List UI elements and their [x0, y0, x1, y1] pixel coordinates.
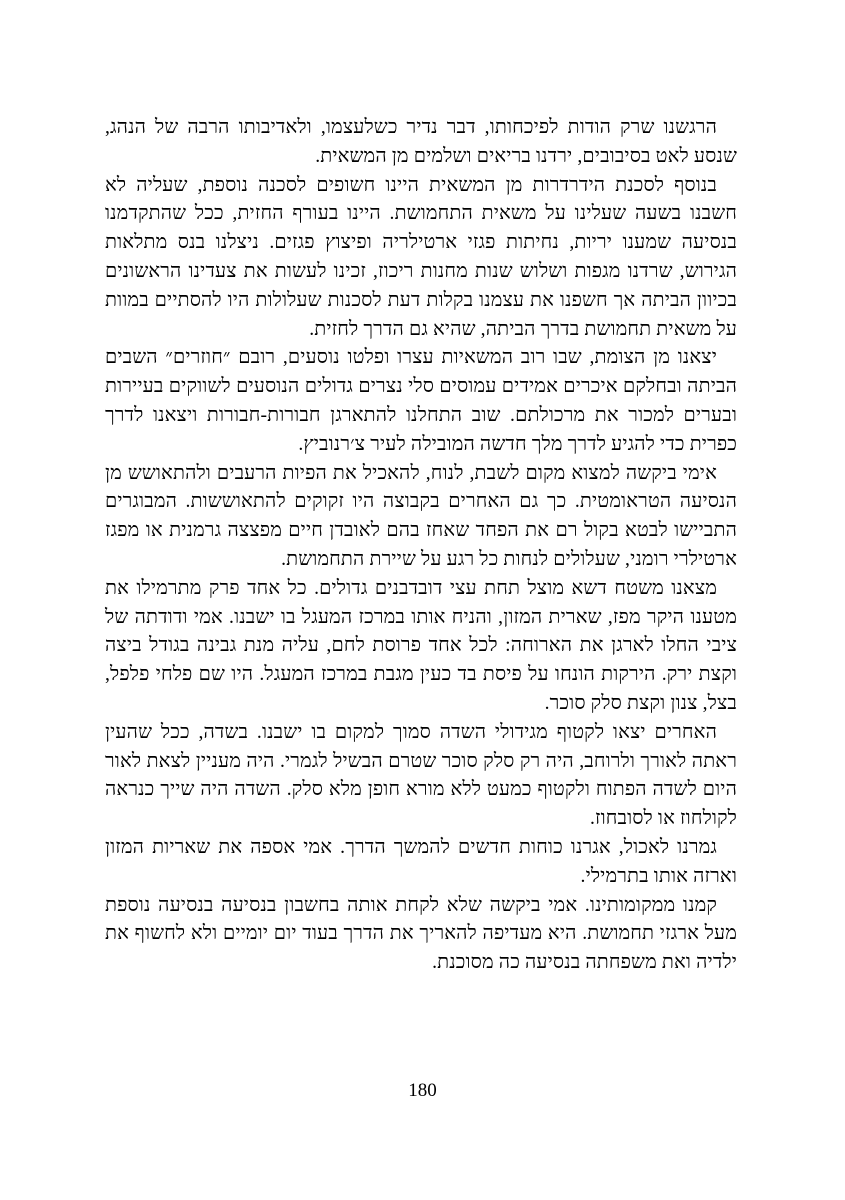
paragraph: מצאנו משטח דשא מוצל תחת עצי דובדבנים גדולים. כל אחד פרק מתרמילו את מטענו היקר מפז, שארית המזון, והניח אותו במרכז המעגל בו ישבנו. אמי ודודתה של ציבי החלו לארגן את הארוחה: לכל אחד פרוסת לחם, עליה מנת גבינה בגודל ביצה וקצת ירק. הירקות הונחו על פיסת בד כעין מגבת במרכז המעגל. היו שם פלחי פלפל, בצל, צנון וקצת סלק סוכר.	[105, 577, 737, 714]
paragraph: אימי ביקשה למצוא מקום לשבת, לנוח, להאכיל את הפיות הרעבים ולהתאושש מן הנסיעה הטראומטית. כך גם האחרים בקבוצה היו זקוקים להתאוששות. המבוגרים התביישו לבטא בקול רם את הפחד שאחז בהם לאובדן חיים מפצצה גרמנית או מפגז ארטילרי רומני, שעלולים לנחות כל רגע על שיירת התחמושת.	[105, 462, 737, 570]
page-number: 180	[408, 1080, 437, 1101]
paragraph: הרגשנו שרק הודות לפיכחותו, דבר נדיר כשלעצמו, ולאדיבותו הרבה של הנהג, שנסע לאט בסיבובים, ירדנו בריאים ושלמים מן המשאית.	[105, 117, 737, 167]
paragraph: בנוסף לסכנת הידרדרות מן המשאית היינו חשופים לסכנה נוספת, שעליה לא חשבנו בשעה שעלינו על משאית התחמושת. היינו בעורף החזית, ככל שהתקדמנו בנסיעה שמענו יריות, נחיתות פגזי ארטילריה ופיצוץ פגזים. ניצלנו בנס מתלאות הגירוש, שרדנו מגפות ושלוש שנות מחנות ריכוז, זכינו לעשות את צעדינו הראשונים בכיוון הביתה אך חשפנו את עצמנו בקלות דעת לסכנות שעלולות היו להסתיים במוות על משאית תחמושת בדרך הביתה, שהיא גם הדרך לחזית.	[105, 174, 737, 340]
paragraph: האחרים יצאו לקטוף מגידולי השדה סמוך למקום בו ישבנו. בשדה, ככל שהעין ראתה לאורך ולרוחב, היה רק סלק סוכר שטרם הבשיל לגמרי. היה מעניין לצאת לאור היום לשדה הפתוח ולקטוף כמעט ללא מורא חופן מלא סלק. השדה היה שייך כנראה לקולחוז או לסובחוז.	[105, 721, 737, 830]
page-body	[105, 114, 737, 978]
paragraph: יצאנו מן הצומת, שבו רוב המשאיות עצרו ופלטו נוסעים, רובם ״חוזרים״ השבים הביתה ובחלקם איכרים אמידים עמוסים סלי נצרים גדולים הנוסעים לשווקים בעיירות ובערים למכור את מרכולתם. שוב התחלנו להתארגן חבורות-חבורות ויצאנו לדרך כפרית כדי להגיע לדרך מלך חדשה המובילה לעיר צ׳רנוביץ.	[105, 347, 737, 455]
paragraph: קמנו ממקומותינו. אמי ביקשה שלא לקחת אותה בחשבון בנסיעה בנסיעה נוספת מעל ארגזי תחמושת. היא מעדיפה להאריך את הדרך בעוד יום יומיים ולא לחשוף את ילדיה ואת משפחתה בנסיעה כה מסוכנת.	[105, 894, 737, 974]
paragraph: גמרנו לאכול, אגרנו כוחות חדשים להמשך הדרך. אמי אספה את שאריות המזון וארזה אותו בתרמילי.	[105, 836, 737, 887]
